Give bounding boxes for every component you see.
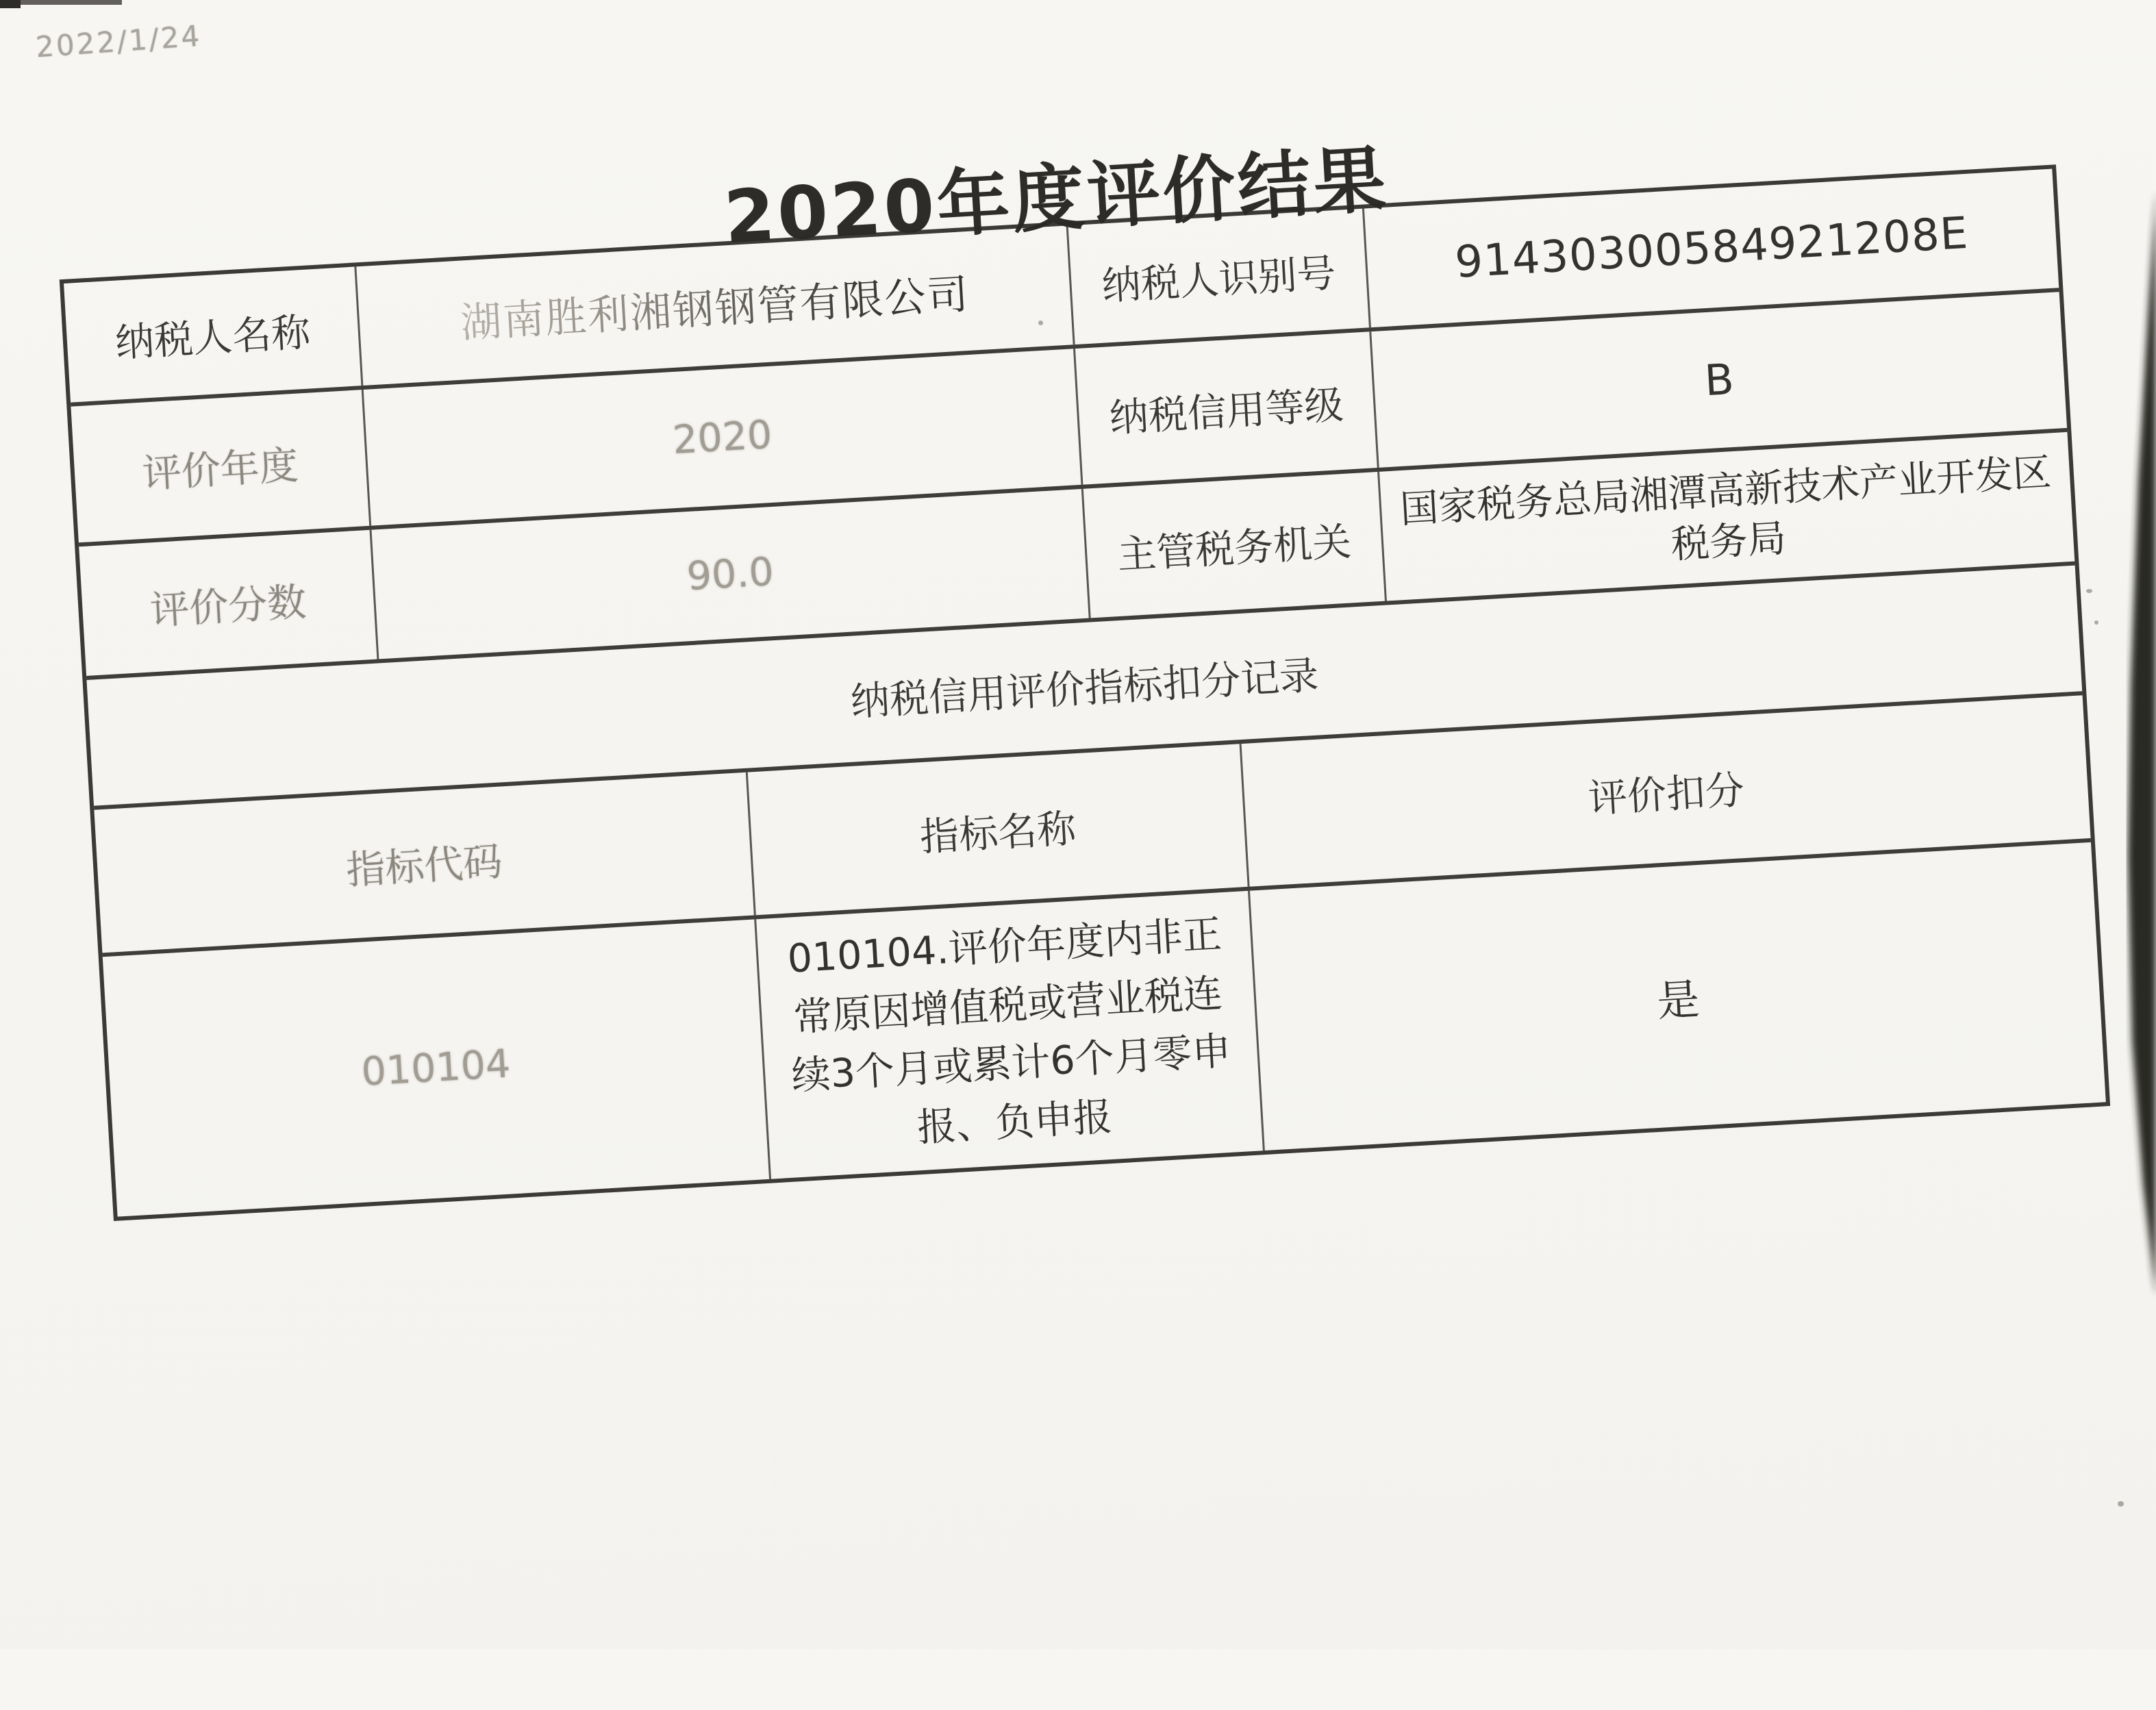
evaluation-result-table <box>60 164 2110 1221</box>
taxpayer-name-label: 纳税人名称 <box>64 266 364 402</box>
evaluation-year-value: 2020 <box>364 349 1083 526</box>
evaluation-deduction-header: 评价扣分 <box>1587 767 1746 822</box>
tax-authority-value: 国家税务总局湘潭高新技术产业开发区税务局 <box>1399 450 2053 567</box>
indicator-code-header: 指标代码 <box>94 772 756 953</box>
deduction-record-section-title: 纳税信用评价指标扣分记录 <box>849 653 1320 725</box>
taxpayer-id-value: 91430300584921208E <box>1453 208 1970 288</box>
indicator-name-header: 指标名称 <box>748 744 1250 915</box>
taxpayer-id-label: 纳税人识别号 <box>1068 208 1372 344</box>
page-title: 2020年度评价结果 <box>722 137 1391 260</box>
tax-authority-label: 主管税务机关 <box>1083 472 1387 618</box>
company-name-text: 湖南胜利湘钢钢管有限公司 <box>459 262 971 350</box>
evaluation-score-value: 90.0 <box>372 489 1091 659</box>
scan-date-stamp: 2022/1/24 <box>34 18 203 64</box>
credit-rating-label: 纳税信用等级 <box>1075 331 1379 485</box>
evaluation-deduction-value: 是 <box>1655 973 1701 1027</box>
evaluation-score-label: 评价分数 <box>79 530 379 676</box>
indicator-code-value: 010104 <box>103 919 771 1216</box>
credit-rating-value: B <box>1703 353 1735 406</box>
scan-corner-mark-dark <box>0 0 21 8</box>
evaluation-year-label: 评价年度 <box>71 390 371 542</box>
indicator-name-value: 010104.评价年度内非正常原因增值税或营业税连续3个月或累计6个月零申报、负申报 <box>756 891 1265 1179</box>
